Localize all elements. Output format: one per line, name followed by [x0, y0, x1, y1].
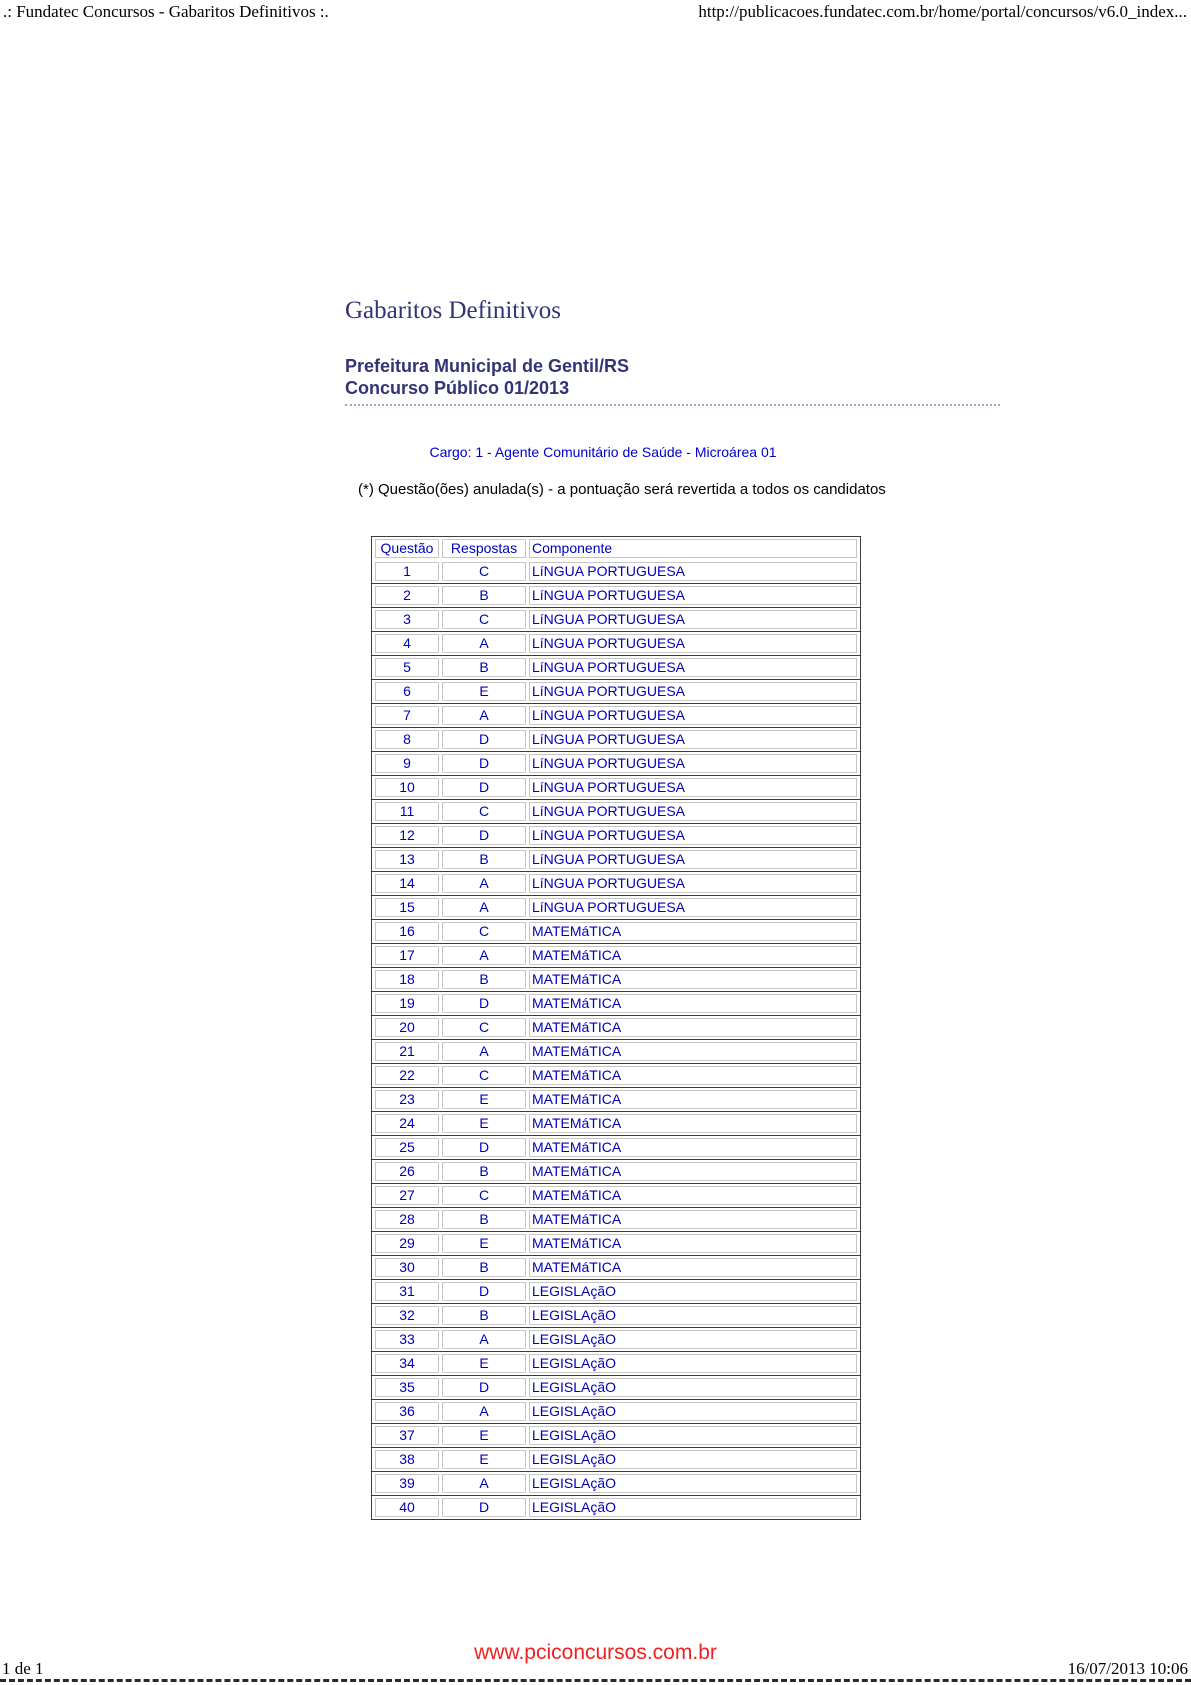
- component-cell: LíNGUA PORTUGUESA: [529, 850, 857, 869]
- component-cell: LíNGUA PORTUGUESA: [529, 706, 857, 725]
- answer-cell: C: [442, 1186, 526, 1205]
- component-cell: LíNGUA PORTUGUESA: [529, 658, 857, 677]
- question-number-cell: 6: [375, 682, 439, 701]
- answer-cell: E: [442, 1426, 526, 1445]
- table-row: [372, 1015, 860, 1039]
- answer-cell: B: [442, 1306, 526, 1325]
- component-cell: MATEMáTICA: [529, 1258, 857, 1277]
- answer-cell: C: [442, 922, 526, 941]
- table-row: [372, 1399, 860, 1423]
- annulment-note: (*) Questão(ões) anulada(s) - a pontuação será revertida a todos os candidatos: [358, 481, 886, 498]
- component-cell: MATEMáTICA: [529, 922, 857, 941]
- answer-cell: A: [442, 1330, 526, 1349]
- page-title: Gabaritos Definitivos: [345, 297, 561, 324]
- answer-cell: A: [442, 1042, 526, 1061]
- answer-cell: A: [442, 706, 526, 725]
- answer-table-body: [372, 560, 860, 1519]
- header-cell-respostas: Respostas: [442, 539, 526, 558]
- table-row: [372, 703, 860, 727]
- table-row: [372, 1159, 860, 1183]
- table-row: [372, 1111, 860, 1135]
- table-row: [372, 1423, 860, 1447]
- table-row: [372, 991, 860, 1015]
- question-number-cell: 8: [375, 730, 439, 749]
- component-cell: MATEMáTICA: [529, 946, 857, 965]
- table-row: [372, 1183, 860, 1207]
- answer-cell: D: [442, 1498, 526, 1517]
- component-cell: LíNGUA PORTUGUESA: [529, 610, 857, 629]
- table-row: [372, 1375, 860, 1399]
- component-cell: MATEMáTICA: [529, 1234, 857, 1253]
- question-number-cell: 14: [375, 874, 439, 893]
- component-cell: MATEMáTICA: [529, 1138, 857, 1157]
- answer-cell: B: [442, 1162, 526, 1181]
- table-row: [372, 823, 860, 847]
- component-cell: LíNGUA PORTUGUESA: [529, 634, 857, 653]
- question-number-cell: 3: [375, 610, 439, 629]
- component-cell: LEGISLAçãO: [529, 1306, 857, 1325]
- answer-cell: B: [442, 970, 526, 989]
- contest-name: Concurso Público 01/2013: [345, 378, 570, 398]
- answer-cell: A: [442, 1402, 526, 1421]
- table-row: [372, 583, 860, 607]
- table-row: [372, 1207, 860, 1231]
- answer-cell: D: [442, 826, 526, 845]
- answer-cell: D: [442, 1138, 526, 1157]
- answer-cell: A: [442, 898, 526, 917]
- table-row: [372, 1351, 860, 1375]
- answer-cell: E: [442, 1354, 526, 1373]
- question-number-cell: 1: [375, 562, 439, 581]
- table-row: [372, 1135, 860, 1159]
- question-number-cell: 37: [375, 1426, 439, 1445]
- header-cell-componente: Componente: [529, 539, 857, 558]
- entity-name: Prefeitura Municipal de Gentil/RS: [345, 356, 630, 376]
- table-row: [372, 560, 860, 583]
- answer-cell: D: [442, 754, 526, 773]
- component-cell: MATEMáTICA: [529, 1162, 857, 1181]
- answer-cell: D: [442, 994, 526, 1013]
- component-cell: MATEMáTICA: [529, 1066, 857, 1085]
- question-number-cell: 5: [375, 658, 439, 677]
- question-number-cell: 30: [375, 1258, 439, 1277]
- answer-table: [371, 536, 861, 1520]
- component-cell: LEGISLAçãO: [529, 1378, 857, 1397]
- question-number-cell: 16: [375, 922, 439, 941]
- question-number-cell: 10: [375, 778, 439, 797]
- component-cell: LEGISLAçãO: [529, 1474, 857, 1493]
- watermark-link: www.pciconcursos.com.br: [474, 1641, 717, 1664]
- question-number-cell: 32: [375, 1306, 439, 1325]
- answer-cell: B: [442, 658, 526, 677]
- question-number-cell: 7: [375, 706, 439, 725]
- table-row: [372, 799, 860, 823]
- table-row: [372, 679, 860, 703]
- question-number-cell: 31: [375, 1282, 439, 1301]
- question-number-cell: 28: [375, 1210, 439, 1229]
- component-cell: LíNGUA PORTUGUESA: [529, 562, 857, 581]
- cargo-line: Cargo: 1 - Agente Comunitário de Saúde - Microárea 01: [429, 444, 777, 460]
- component-cell: MATEMáTICA: [529, 1018, 857, 1037]
- answer-cell: A: [442, 634, 526, 653]
- answer-cell: D: [442, 1282, 526, 1301]
- question-number-cell: 4: [375, 634, 439, 653]
- component-cell: LEGISLAçãO: [529, 1402, 857, 1421]
- table-row: [372, 1471, 860, 1495]
- question-number-cell: 11: [375, 802, 439, 821]
- table-row: [372, 1303, 860, 1327]
- page-number: 1 de 1: [2, 1659, 44, 1678]
- question-number-cell: 40: [375, 1498, 439, 1517]
- question-number-cell: 35: [375, 1378, 439, 1397]
- answer-cell: E: [442, 1090, 526, 1109]
- table-row: [372, 607, 860, 631]
- header-cell-questao: Questão: [375, 539, 439, 558]
- component-cell: MATEMáTICA: [529, 1114, 857, 1133]
- component-cell: MATEMáTICA: [529, 1090, 857, 1109]
- question-number-cell: 9: [375, 754, 439, 773]
- question-number-cell: 25: [375, 1138, 439, 1157]
- question-number-cell: 26: [375, 1162, 439, 1181]
- component-cell: LíNGUA PORTUGUESA: [529, 898, 857, 917]
- component-cell: LíNGUA PORTUGUESA: [529, 586, 857, 605]
- question-number-cell: 38: [375, 1450, 439, 1469]
- component-cell: LíNGUA PORTUGUESA: [529, 778, 857, 797]
- question-number-cell: 19: [375, 994, 439, 1013]
- table-row: [372, 751, 860, 775]
- answer-cell: D: [442, 778, 526, 797]
- answer-cell: B: [442, 1258, 526, 1277]
- component-cell: LEGISLAçãO: [529, 1330, 857, 1349]
- answer-cell: C: [442, 1066, 526, 1085]
- answer-cell: E: [442, 1234, 526, 1253]
- question-number-cell: 15: [375, 898, 439, 917]
- question-number-cell: 13: [375, 850, 439, 869]
- table-row: [372, 943, 860, 967]
- question-number-cell: 18: [375, 970, 439, 989]
- answer-cell: C: [442, 802, 526, 821]
- question-number-cell: 23: [375, 1090, 439, 1109]
- print-datetime: 16/07/2013 10:06: [1067, 1659, 1188, 1678]
- bottom-edge-line: [0, 1679, 1191, 1682]
- question-number-cell: 27: [375, 1186, 439, 1205]
- print-header: [3, 2, 1187, 22]
- answer-cell: E: [442, 1114, 526, 1133]
- component-cell: LíNGUA PORTUGUESA: [529, 874, 857, 893]
- table-row: [372, 655, 860, 679]
- question-number-cell: 21: [375, 1042, 439, 1061]
- table-row: [372, 1039, 860, 1063]
- answer-cell: A: [442, 1474, 526, 1493]
- table-row: [372, 895, 860, 919]
- table-row: [372, 1279, 860, 1303]
- answer-cell: D: [442, 730, 526, 749]
- component-cell: LíNGUA PORTUGUESA: [529, 730, 857, 749]
- org-block: [345, 355, 1000, 406]
- question-number-cell: 24: [375, 1114, 439, 1133]
- component-cell: LEGISLAçãO: [529, 1450, 857, 1469]
- table-row: [372, 1063, 860, 1087]
- table-row: [372, 919, 860, 943]
- print-header-url: http://publicacoes.fundatec.com.br/home/portal/concursos/v6.0_index...: [698, 2, 1187, 21]
- answer-cell: B: [442, 850, 526, 869]
- table-row: [372, 847, 860, 871]
- component-cell: LEGISLAçãO: [529, 1426, 857, 1445]
- question-number-cell: 22: [375, 1066, 439, 1085]
- component-cell: LíNGUA PORTUGUESA: [529, 826, 857, 845]
- question-number-cell: 33: [375, 1330, 439, 1349]
- answer-cell: E: [442, 682, 526, 701]
- question-number-cell: 29: [375, 1234, 439, 1253]
- answer-cell: C: [442, 1018, 526, 1037]
- component-cell: LíNGUA PORTUGUESA: [529, 682, 857, 701]
- component-cell: LEGISLAçãO: [529, 1498, 857, 1517]
- question-number-cell: 2: [375, 586, 439, 605]
- table-row: [372, 1087, 860, 1111]
- table-row: [372, 1447, 860, 1471]
- component-cell: LEGISLAçãO: [529, 1282, 857, 1301]
- answer-cell: C: [442, 562, 526, 581]
- table-row: [372, 1255, 860, 1279]
- component-cell: LíNGUA PORTUGUESA: [529, 754, 857, 773]
- table-row: [372, 1231, 860, 1255]
- answer-cell: D: [442, 1378, 526, 1397]
- question-number-cell: 34: [375, 1354, 439, 1373]
- component-cell: MATEMáTICA: [529, 1210, 857, 1229]
- answer-cell: E: [442, 1450, 526, 1469]
- question-number-cell: 12: [375, 826, 439, 845]
- component-cell: MATEMáTICA: [529, 1042, 857, 1061]
- component-cell: LíNGUA PORTUGUESA: [529, 802, 857, 821]
- table-row: [372, 775, 860, 799]
- answer-cell: A: [442, 946, 526, 965]
- component-cell: MATEMáTICA: [529, 970, 857, 989]
- table-row: [372, 967, 860, 991]
- table-row: [372, 631, 860, 655]
- answer-cell: B: [442, 586, 526, 605]
- component-cell: LEGISLAçãO: [529, 1354, 857, 1373]
- answer-cell: B: [442, 1210, 526, 1229]
- question-number-cell: 39: [375, 1474, 439, 1493]
- question-number-cell: 36: [375, 1402, 439, 1421]
- table-row: [372, 727, 860, 751]
- component-cell: MATEMáTICA: [529, 1186, 857, 1205]
- answer-table-header-row: [372, 537, 860, 560]
- question-number-cell: 17: [375, 946, 439, 965]
- table-row: [372, 871, 860, 895]
- question-number-cell: 20: [375, 1018, 439, 1037]
- answer-cell: C: [442, 610, 526, 629]
- component-cell: MATEMáTICA: [529, 994, 857, 1013]
- print-header-title: .: Fundatec Concursos - Gabaritos Definitivos :.: [3, 2, 329, 21]
- table-row: [372, 1495, 860, 1519]
- table-row: [372, 1327, 860, 1351]
- answer-cell: A: [442, 874, 526, 893]
